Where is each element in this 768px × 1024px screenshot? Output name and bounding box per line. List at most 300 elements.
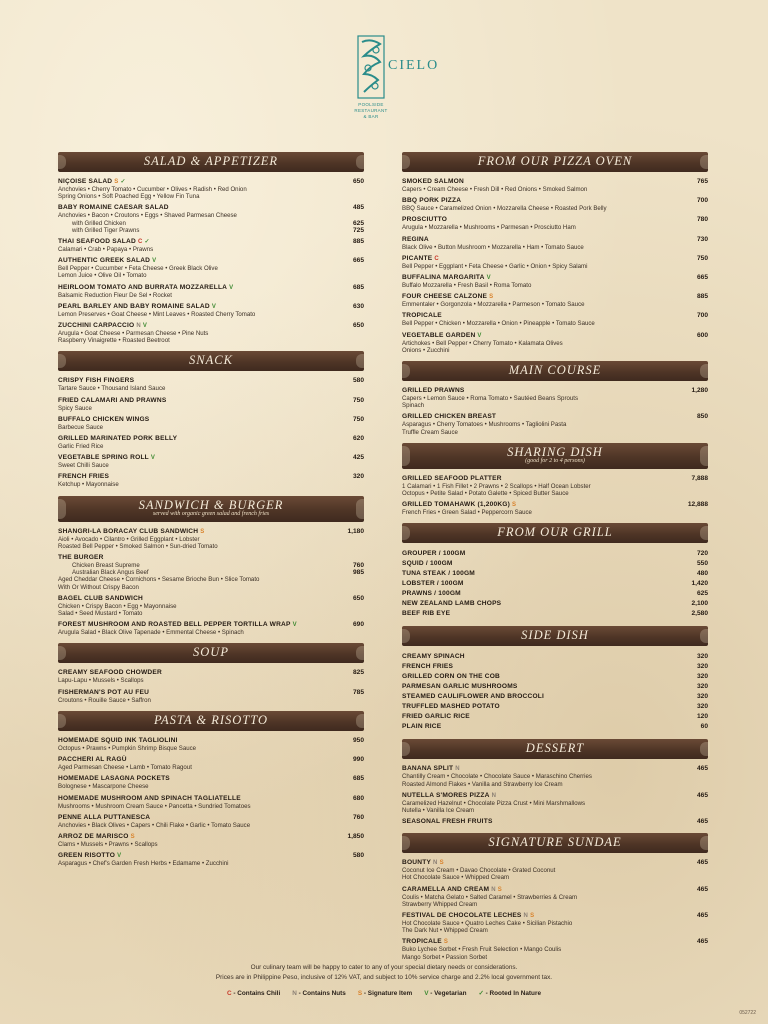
logo-subtitle: POOLSIDE RESTAURANT & BAR [354,102,388,119]
item-name: THE BURGER [58,554,104,562]
item-description: Aged Cheddar Cheese • Cornichons • Sesame Brioche Bun • Slice Tomato [58,576,260,584]
item-name: REGINA [402,235,429,243]
item-name: SMOKED SALMON [402,178,464,185]
item-name: VEGETABLE GARDEN V [402,331,482,339]
menu-item [402,702,708,712]
item-description: Coulis • Matcha Gelato • Salted Caramel • Strawberries & Cream [402,893,578,901]
section-title: PASTA & RISOTTO [153,712,269,727]
item-price: 700 [696,312,708,320]
item-name: BBQ PORK PIZZA [402,197,462,205]
item-price: 780 [696,216,708,224]
section-title: SNACK [189,353,233,368]
item-name: PRAWNS / 100GM [402,590,461,598]
menu-item [402,722,708,732]
item-price: 665 [696,274,708,282]
tag-s-icon: S [489,294,494,301]
menu-item [58,377,364,392]
menu-item [402,236,708,251]
item-option [58,562,364,570]
tag-legend [0,989,768,997]
restaurant-logo [352,34,440,144]
menu-item [58,852,364,867]
item-price: 485 [352,204,364,212]
item-name: THAI SEAFOOD SALAD C ✓ [58,238,150,246]
item-name: GROUPER / 100GM [402,550,466,558]
item-description: Mushrooms • Mushroom Cream Sauce • Pancetta • Sundried Tomatoes [58,802,251,810]
menu-item [58,204,364,234]
item-name: FRIED CALAMARI AND PRAWNS [58,396,167,404]
menu-item [402,216,708,231]
item-description: Anchovies • Cherry Tomato • Cucumber • Olives • Radish • Red Onion [58,186,247,193]
tag-r-icon: ✓ [144,239,150,246]
item-name: FRENCH FRIES [402,663,454,671]
item-name: LOBSTER / 100GM [402,580,464,588]
item-name: BUFFALO CHICKEN WINGS [58,415,150,423]
item-description: Lapu-Lapu • Mussels • Scallops [58,677,144,685]
item-name: PROSCIUTTO [402,216,448,224]
item-price: 2,100 [691,600,708,608]
section-title: SIDE DISH [521,628,589,643]
section-banner [402,443,708,469]
menu-item [58,257,364,279]
item-name: GRILLED CORN ON THE COB [402,673,501,681]
menu-item [402,579,708,589]
item-price: 1,180 [347,527,364,535]
item-name: CARAMELLA AND CREAM N S [402,885,502,893]
section-title: FROM OUR GRILL [497,525,613,540]
item-price: 700 [696,197,708,205]
menu-item [58,528,364,550]
menu-item [58,416,364,431]
item-name: STEAMED CAULIFLOWER AND BROCCOLI [402,693,545,701]
option-price: 760 [352,562,364,570]
tag-c-icon: C [434,255,439,262]
item-name: HOMEMADE LASAGNA POCKETS [58,775,170,783]
item-price: 550 [696,560,708,568]
logo-wordmark: CIELO [388,58,440,73]
menu-item [402,682,708,692]
item-name: AUTHENTIC GREEK SALAD V [58,257,157,265]
menu-item [402,387,708,409]
menu-item [58,454,364,469]
tag-v-icon: V [117,853,122,860]
item-name: GRILLED TOMAHAWK (1,200KG) S [402,501,517,509]
section-side [402,626,708,732]
section-title: SANDWICH & BURGER [138,497,284,512]
item-description: Lemon Juice • Olive Oil • Tomato [58,272,147,280]
item-description: Onions • Zucchini [402,346,450,354]
item-price: 625 [696,590,708,598]
item-description: Clams • Mussels • Prawns • Scallops [58,840,158,848]
item-price: 1,420 [691,580,708,588]
item-name: BUFFALINA MARGARITA V [402,274,491,282]
right-column [402,152,708,968]
item-name: NIÇOISE SALAD S ✓ [58,178,126,185]
item-price: 465 [696,791,708,799]
item-name: GRILLED PRAWNS [402,387,465,395]
item-price: 850 [696,413,708,421]
item-price: 480 [696,570,708,578]
section-banner [58,351,364,371]
menu-item [58,669,364,684]
item-name: FOUR CHEESE CALZONE S [402,293,494,301]
item-price: 825 [352,669,364,677]
item-price: 320 [696,693,708,701]
item-name: PACCHERI AL RAGÙ [58,756,127,764]
menu-item [402,692,708,702]
legend-item: N - Contains Nuts [292,990,346,997]
item-price: 12,888 [687,501,708,509]
item-price: 730 [696,235,708,243]
menu-item [402,886,708,908]
menu-item [402,792,708,814]
item-price: 465 [696,938,708,946]
menu-item [402,255,708,270]
section-soup [58,643,364,703]
menu-item [58,689,364,704]
item-description: Sweet Chilli Sauce [58,462,109,470]
item-description: Caramelized Hazelnut • Chocolate Pizza Crust • Mini Marshmallows [402,799,586,807]
section-sharing [402,443,708,517]
item-price: 7,888 [691,474,708,482]
item-price: 465 [696,912,708,920]
section-title: SALAD & APPETIZER [143,154,279,168]
section-title: DESSERT [525,741,585,756]
item-price: 320 [352,473,364,481]
legend-c-icon: C [226,990,232,997]
option-label: with Grilled Tiger Prawns [72,226,140,234]
section-title: SHARING DISH [507,444,603,459]
menu-item [402,662,708,672]
item-description: Bell Pepper • Chicken • Mozzarella • Onion • Pineapple • Tomato Sauce [402,320,595,328]
item-description: Buko Lychee Sorbet • Fresh Fruit Selection • Mango Coulis [402,946,562,954]
item-name: TROPICALE [402,312,442,320]
item-description: Arugula • Goat Cheese • Parmesan Cheese • Pine Nuts [58,330,209,338]
item-price: 60 [700,723,708,731]
item-name: GRILLED CHICKEN BREAST [402,413,497,421]
legend-v-icon: V [424,990,429,997]
menu-item [58,737,364,752]
item-description: Raspberry Vinaigrette • Roasted Beetroot [58,337,170,345]
item-description: Roasted Bell Pepper • Smoked Salmon • Sun-dried Tomato [58,542,218,550]
menu-item [402,599,708,609]
menu-item [402,712,708,722]
option-price: 725 [352,226,364,234]
section-main [402,361,708,436]
item-price: 580 [352,377,364,385]
item-price: 580 [352,852,364,860]
item-name: SQUID / 100GM [402,560,453,568]
menu-item [58,303,364,318]
left-column [58,152,364,874]
item-description: Black Olive • Button Mushroom • Mozzarella • Ham • Tomato Sauce [402,243,584,251]
item-name: TRUFFLED MASHED POTATO [402,703,500,711]
item-description: French Fries • Green Salad • Peppercorn Sauce [402,509,532,517]
item-description: Buffalo Mozzarella • Fresh Basil • Roma Tomato [402,282,532,290]
item-description: Barbecue Sauce [58,423,104,431]
item-description: Anchovies • Bacon • Croutons • Eggs • Shaved Parmesan Cheese [58,212,237,220]
menu-item [58,435,364,450]
menu-item [402,413,708,435]
item-name: CREAMY SEAFOOD CHOWDER [58,669,162,677]
menu-item [402,501,708,516]
item-name: FISHERMAN'S POT AU FEU [58,688,150,696]
menu-item [58,397,364,412]
item-description: Croutons • Rouille Sauce • Saffron [58,696,151,704]
item-price: 720 [696,550,708,558]
item-name: VEGETABLE SPRING ROLL V [58,454,156,462]
menu-item [402,274,708,289]
section-banner [402,361,708,381]
menu-item [402,859,708,881]
tag-n-icon: N [491,792,497,799]
item-name: NEW ZEALAND LAMB CHOPS [402,600,502,608]
item-price: 750 [352,415,364,423]
item-name: ARROZ DE MARISCO S [58,832,135,840]
item-name: TUNA STEAK / 100GM [402,570,475,578]
tag-v-icon: V [150,455,156,462]
item-description: Roasted Almond Flakes • Vanilla and Strawberry Ice Cream [402,780,563,788]
tag-v-icon: V [152,258,157,265]
legend-s-icon: S [357,990,363,997]
item-price: 600 [696,331,708,339]
item-description: Tartare Sauce • Thousand Island Sauce [58,385,166,393]
item-name: FESTIVAL DE CHOCOLATE LECHES N S [402,912,535,920]
item-description: Coconut Ice Cream • Davao Chocolate • Grated Coconut [402,867,556,875]
item-price: 665 [352,257,364,265]
item-name: GRILLED MARINATED PORK BELLY [58,435,178,443]
menu-item [402,332,708,354]
item-name: SHANGRI-LA BORACAY CLUB SANDWICH S [58,527,205,535]
tag-n-icon: N [523,913,529,920]
item-price: 120 [696,713,708,721]
item-description: Aioli • Avocado • Cilantro • Grilled Eggplant • Lobster [58,535,200,543]
section-banner [58,152,364,172]
option-price: 625 [352,219,364,227]
item-name: BEEF RIB EYE [402,610,451,618]
tag-v-icon: V [477,332,482,339]
menu-item [402,475,708,497]
item-option [58,219,364,227]
item-description: Strawberry Whipped Cream [402,900,478,908]
option-label: with Grilled Chicken [72,219,126,227]
item-description: Hot Chocolate Sauce • Whipped Cream [402,874,510,882]
item-description: Calamari • Crab • Papaya • Prawns [58,246,154,254]
item-option [58,569,364,577]
item-description: 1 Calamari • 1 Fish Fillet • 2 Prawns • 2 Scallops • Half Ocean Lobster [402,482,591,490]
legend-item: C - Contains Chili [226,990,281,997]
legend-n-icon: N [292,990,297,997]
item-price: 685 [352,775,364,783]
item-name: GREEN RISOTTO V [58,852,122,860]
item-name: HOMEMADE MUSHROOM AND SPINACH TAGLIATELLE [58,794,241,802]
option-label: Australian Black Angus Beef [72,569,149,577]
item-price: 950 [352,736,364,744]
item-description: Aged Parmesan Cheese • Lamb • Tomato Ragout [58,764,192,772]
item-option [58,226,364,234]
item-description: Hot Chocolate Sauce • Quatro Leches Cake • Sicilian Pistachio [402,920,573,928]
tag-n-icon: N [455,766,460,773]
tag-v-icon: V [211,303,217,310]
item-description: Capers • Lemon Sauce • Roma Tomato • Sautéed Beans Sprouts [402,395,578,403]
menu-item [58,473,364,488]
footer-price-note: Prices are in Philippine Peso, inclusive of 12% VAT, and subject to 10% service charge and 2.2% local government tax. [215,974,553,981]
tag-s-icon: S [200,528,205,535]
item-description: Asparagus • Cherry Tomatoes • Mushrooms • Tagliolini Pasta [402,421,567,429]
item-name: PEARL BARLEY AND BABY ROMAINE SALAD V [58,302,217,310]
menu-item [58,795,364,810]
item-price: 765 [696,178,708,185]
tag-s-icon: S [512,502,517,509]
item-price: 465 [696,818,708,826]
item-price: 885 [352,238,364,246]
menu-item [402,312,708,327]
item-description: Chantilly Cream • Chocolate • Chocolate Sauce • Maraschino Cherries [402,773,592,781]
menu-item [402,938,708,960]
legend-r-icon: ✓ [478,990,484,997]
item-description: BBQ Sauce • Caramelized Onion • Mozzarella Cheese • Roasted Pork Belly [402,205,607,213]
item-price: 465 [696,859,708,867]
item-name: BABY ROMAINE CAESAR SALAD [58,204,169,212]
item-description: Spicy Sauce [58,404,92,412]
logo-mark-icon [356,34,386,100]
item-name: NUTELLA S'MORES PIZZA N [402,791,497,799]
menu-item [402,589,708,599]
item-name: TROPICALE S [402,938,449,946]
menu-item [58,238,364,253]
section-banner [402,152,708,172]
item-description: Nutella • Vanilla Ice Cream [402,807,475,815]
menu-item [58,178,364,200]
tag-v-icon: V [142,323,148,330]
section-salad [58,152,364,344]
item-price: 320 [696,683,708,691]
menu-item [402,672,708,682]
tag-s-icon: S [443,939,449,946]
section-title: SOUP [193,645,229,660]
section-pizza [402,152,708,354]
item-description: Arugula • Mozzarella • Mushrooms • Parmesan • Prosciutto Ham [402,224,576,232]
menu-item [58,595,364,617]
item-price: 425 [352,454,364,462]
item-price: 750 [696,254,708,262]
item-price: 990 [352,756,364,764]
menu-item [402,197,708,212]
menu-item [402,559,708,569]
section-subtitle: (good for 2 to 4 persons) [525,457,585,464]
item-price: 465 [696,765,708,773]
section-title: SIGNATURE SUNDAE [488,835,622,850]
section-banner [402,739,708,759]
menu-item [58,284,364,299]
menu-item [402,178,708,193]
tag-n-icon: N [433,860,438,867]
item-description: Spring Onions • Soft Poached Egg • Yellow Fin Tuna [58,193,200,201]
item-price: 2,580 [691,610,708,618]
section-sundae [402,833,708,961]
item-description: Anchovies • Black Olives • Capers • Chili Flake • Garlic • Tomato Sauce [58,821,251,829]
item-name: GRILLED SEAFOOD PLATTER [402,474,502,482]
section-banner [58,711,364,731]
tag-n-icon: N [136,323,141,330]
item-name: FRENCH FRIES [58,473,110,481]
item-description: Ketchup • Mayonnaise [58,481,119,489]
item-name: SEASONAL FRESH FRUITS [402,818,493,826]
tag-c-icon: C [137,239,143,246]
item-description: Balsamic Reduction Fleur De Sel • Rocket [58,291,172,299]
item-price: 1,850 [347,832,364,840]
item-price: 320 [696,703,708,711]
menu-item [58,833,364,848]
item-description: Artichokes • Bell Pepper • Cherry Tomato • Kalamata Olives [402,339,563,347]
menu-item [402,549,708,559]
section-pasta [58,711,364,867]
item-price: 650 [352,178,364,185]
item-price: 650 [352,322,364,330]
menu-item [58,814,364,829]
legend-item: ✓ - Rooted In Nature [478,990,542,997]
section-banner [58,643,364,663]
section-dessert [402,739,708,826]
item-name: BANANA SPLIT N [402,765,460,773]
menu-code: 052722 [739,1010,756,1016]
item-price: 760 [352,813,364,821]
tag-r-icon: ✓ [120,179,126,185]
item-price: 1,280 [691,387,708,395]
menu-item [402,652,708,662]
footer [0,963,768,983]
item-name: HEIRLOOM TOMATO AND BURRATA MOZZARELLA V [58,283,234,291]
section-banner [402,523,708,543]
tag-v-icon: V [292,622,297,629]
section-sandwich [58,496,364,637]
tag-s-icon: S [130,833,135,840]
item-name: CREAMY SPINACH [402,653,465,661]
section-title: FROM OUR PIZZA OVEN [477,154,633,168]
item-price: 320 [696,653,708,661]
item-price: 320 [696,663,708,671]
section-banner [58,496,364,522]
item-description: Chicken • Crispy Bacon • Egg • Mayonnaise [58,602,177,610]
item-price: 630 [352,302,364,310]
item-price: 750 [352,396,364,404]
item-price: 785 [352,688,364,696]
item-description: Capers • Cream Cheese • Fresh Dill • Red Onions • Smoked Salmon [402,186,588,193]
item-description: Bell Pepper • Eggplant • Feta Cheese • Garlic • Onion • Spicy Salami [402,262,588,270]
tag-n-icon: N [491,886,496,893]
item-description: Bolognese • Mascarpone Cheese [58,783,149,791]
menu-item [402,765,708,787]
section-subtitle: served with organic green salad and french fries [152,510,270,517]
item-name: HOMEMADE SQUID INK TAGLIOLINI [58,736,178,744]
menu-item [58,621,364,636]
section-grill [402,523,708,619]
menu-item [402,293,708,308]
tag-s-icon: S [530,913,535,920]
item-name: FRIED GARLIC RICE [402,713,470,721]
item-name: BOUNTY N S [402,859,444,867]
item-price: 685 [352,283,364,291]
item-description: The Dark Nut • Whipped Cream [402,927,488,935]
item-price: 680 [352,794,364,802]
tag-v-icon: V [486,275,491,282]
tag-s-icon: S [439,860,444,867]
item-description: Mango Sorbet • Passion Sorbet [402,953,488,961]
legend-item: S - Signature Item [357,990,413,997]
tag-v-icon: V [229,284,234,291]
menu-item [58,775,364,790]
footer-dietary-note: Our culinary team will be happy to cater to any of your special dietary needs or considerations. [250,964,518,971]
